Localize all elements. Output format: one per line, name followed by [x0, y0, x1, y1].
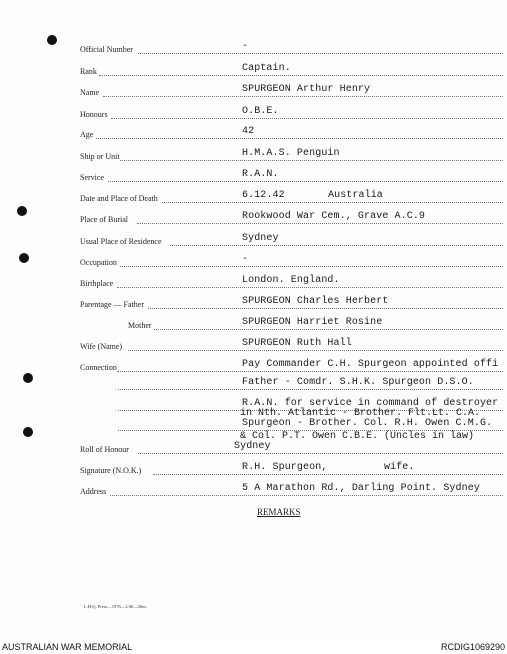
dotted-line: [99, 74, 503, 76]
roll-label: Roll of Honour: [80, 445, 129, 454]
punch-hole: [23, 427, 33, 437]
connection-row: [80, 377, 503, 391]
service-label: Service: [80, 173, 104, 182]
death-place-value: Australia: [328, 190, 383, 201]
residence-row: [80, 233, 503, 247]
service-row: [80, 169, 503, 183]
birthplace-row: [80, 275, 503, 289]
connection-line: & Col. P.T. Owen C.B.E. (Uncles in law): [240, 431, 475, 442]
dotted-line: [138, 52, 503, 54]
archive-name: AUSTRALIAN WAR MEMORIAL: [2, 642, 133, 652]
wife-label: Wife (Name): [80, 342, 123, 351]
signature-value: R.H. Spurgeon,: [242, 462, 328, 473]
burial-label: Place of Burial: [80, 215, 128, 224]
punch-hole: [17, 206, 27, 216]
dotted-line: [138, 452, 503, 454]
connection-row: [80, 418, 503, 432]
dotted-line: [117, 370, 503, 372]
mother-row: [80, 317, 503, 331]
dotted-line: [137, 222, 503, 224]
rank-label: Rank: [80, 67, 97, 76]
dotted-line: [154, 328, 503, 330]
dotted-line: [148, 307, 503, 309]
punch-hole: [19, 253, 29, 263]
dotted-line: [110, 494, 503, 496]
official-number-label: Official Number: [80, 45, 133, 54]
ship-row: [80, 148, 503, 162]
dotted-line: [128, 349, 503, 351]
ship-label: Ship or Unit: [80, 152, 120, 161]
honours-label: Honours: [80, 110, 108, 119]
burial-value: Rookwood War Cem., Grave A.C.9: [242, 211, 426, 222]
archive-footer: [0, 640, 507, 654]
rank-value: Captain.: [242, 63, 291, 74]
connection-line: in Nth. Atlantic - Brother. Flt.Lt. C.A.: [240, 408, 481, 419]
dotted-line: [111, 117, 503, 119]
mother-label: Mother: [128, 321, 152, 330]
signature-relation: wife.: [384, 462, 415, 473]
name-value: SPURGEON Arthur Henry: [242, 84, 371, 95]
dotted-line: [103, 95, 503, 97]
residence-label: Usual Place of Residence: [80, 237, 162, 246]
address-row: [80, 483, 503, 497]
wife-value: SPURGEON Ruth Hall: [242, 338, 352, 349]
roll-value: Sydney: [234, 441, 271, 452]
birthplace-label: Birthplace: [80, 279, 114, 288]
signature-row: [80, 462, 503, 476]
remarks-heading: REMARKS: [257, 507, 301, 517]
age-value: 42: [242, 126, 255, 137]
signature-label: Signature (N.O.K.): [80, 466, 142, 475]
punch-hole: [23, 373, 33, 383]
connection-line: Pay Commander C.H. Spurgeon appointed offi: [242, 359, 499, 370]
wife-row: [80, 338, 503, 352]
connection-line: R.A.N. for service in command of destroyer: [242, 398, 499, 409]
father-label: Parentage — Father: [80, 300, 144, 309]
connection-line: Spurgeon - Brother. Col. R.H. Owen C.M.G.: [242, 418, 493, 429]
honours-value: O.B.E.: [242, 106, 279, 117]
connection-line: Father - Comdr. S.H.K. Spurgeon D.S.O.: [242, 377, 474, 388]
name-label: Name: [80, 88, 100, 97]
age-row: [80, 126, 503, 140]
burial-row: [80, 211, 503, 225]
record-id: RCDIG1069290: [440, 642, 505, 652]
occupation-label: Occupation: [80, 258, 117, 267]
birthplace-value: London. England.: [242, 275, 340, 286]
death-label: Date and Place of Death: [80, 194, 158, 203]
address-label: Address: [80, 487, 107, 496]
dotted-line: [153, 473, 503, 475]
dotted-line: [120, 159, 503, 161]
residence-value: Sydney: [242, 233, 279, 244]
dotted-line: [118, 388, 503, 390]
father-value: SPURGEON Charles Herbert: [242, 296, 389, 307]
death-row: [80, 190, 503, 204]
occupation-value: -: [242, 254, 249, 265]
official-number-row: [80, 41, 503, 55]
roll-row: [80, 441, 503, 455]
service-value: R.A.N.: [242, 169, 279, 180]
age-label: Age: [80, 130, 94, 139]
form-code: L.H.Q. Press—1976—1/46—20m.: [84, 604, 147, 609]
occupation-row: [80, 254, 503, 268]
dotted-line: [108, 180, 503, 182]
connection-row: [80, 359, 503, 373]
dotted-line: [96, 137, 503, 139]
honours-row: [80, 106, 503, 120]
mother-value: SPURGEON Harriet Rosine: [242, 317, 383, 328]
dotted-line: [117, 286, 503, 288]
dotted-line: [162, 201, 503, 203]
name-row: [80, 84, 503, 98]
father-row: [80, 296, 503, 310]
official-number-value: -: [242, 41, 249, 52]
dotted-line: [170, 244, 503, 246]
ship-value: H.M.A.S. Penguin: [242, 148, 340, 159]
punch-hole: [47, 35, 57, 45]
address-value: 5 A Marathon Rd., Darling Point. Sydney: [242, 483, 480, 494]
dotted-line: [120, 265, 503, 267]
death-date-value: 6.12.42: [242, 190, 285, 201]
connection-label: Connection: [80, 363, 117, 372]
rank-row: [80, 63, 503, 77]
